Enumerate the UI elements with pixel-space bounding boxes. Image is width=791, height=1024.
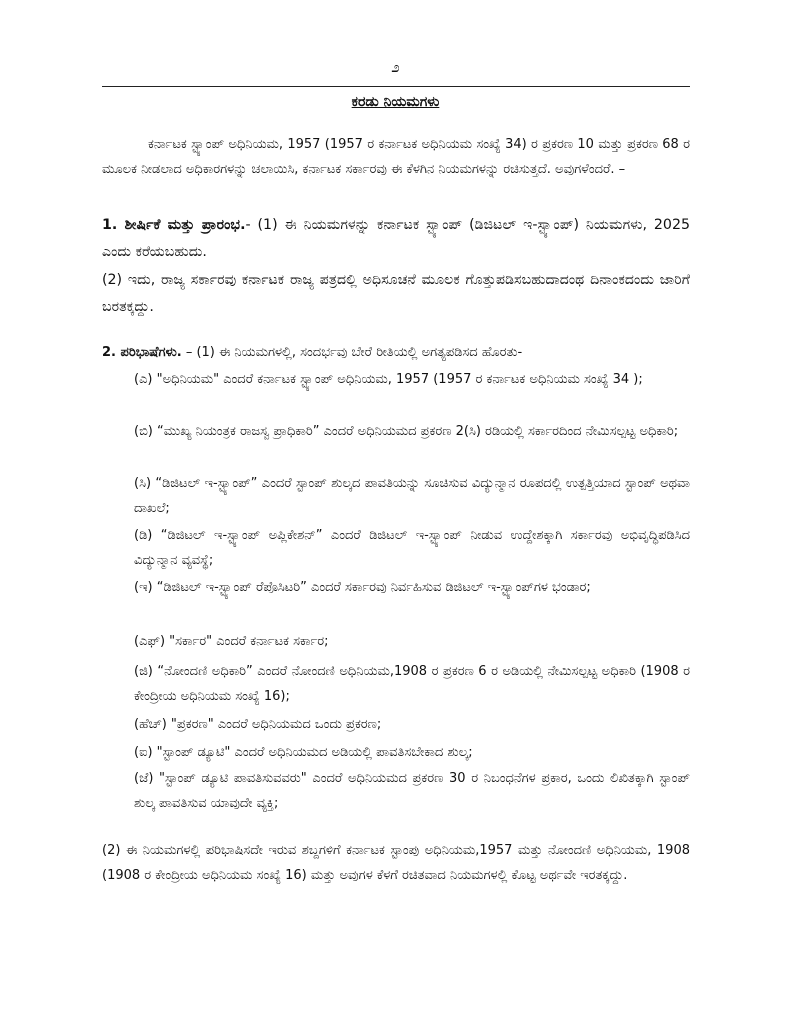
section-2-intro-text: – (1) ಈ ನಿಯಮಗಳಲ್ಲಿ, ಸಂದರ್ಭವು ಬೇರೆ ರೀತಿಯಲ್ಲಿ ಅಗತ್ಯಪಡಿಸದ ಹೊರತು- — [181, 345, 523, 360]
section-1-paragraph — [102, 212, 690, 266]
page-title: ಕರಡು ನಿಯಮಗಳು — [351, 94, 440, 110]
definition-item: (ಎಫ್) "ಸರ್ಕಾರ" ಎಂದರೆ ಕರ್ನಾಟಕ ಸರ್ಕಾರ; — [134, 634, 329, 649]
definition-item: (ಡಿ) “ಡಿಜಿಟಲ್ ಇ-ಸ್ಟ್ಯಾಂಪ್ ಅಪ್ಲಿಕೇಶನ್” ಎಂದರೆ ಡಿಜಿಟಲ್ ಇ-ಸ್ಟ್ಯಾಂಪ್ ನೀಡುವ ಉದ್ದೇಶಕ್ಕಾಗಿ ಸರ್ಕಾರವು ಅಭಿವೃದ್ಧಿಪಡಿಸಿದ ವಿದ್ಯುನ್ಮಾನ ವ್ಯವಸ್ಥೆ; — [134, 528, 690, 568]
definition-item: (ಜೆ) "ಸ್ಟಾಂಪ್ ಡ್ಯೂಟಿ ಪಾವತಿಸುವವರು" ಎಂದರೆ ಅಧಿನಿಯಮದ ಪ್ರಕರಣ 30 ರ ನಿಬಂಧನೆಗಳ ಪ್ರಕಾರ, ಒಂದು ಲಿಖಿತಕ್ಕಾಗಿ ಸ್ಟಾಂಪ್ ಶುಲ್ಕ ಪಾವತಿಸುವ ಯಾವುದೇ ವ್ಯಕ್ತಿ; — [134, 771, 690, 811]
preamble-paragraph: ಕರ್ನಾಟಕ ಸ್ಟ್ಯಾಂಪ್ ಅಧಿನಿಯಮ, 1957 (1957 ರ ಕರ್ನಾಟಕ ಅಧಿನಿಯಮ ಸಂಖ್ಯೆ 34) ರ ಪ್ರಕರಣ 10 ಮತ್ತು ಪ್ರಕರಣ 68 ರ ಮೂಲಕ ನೀಡಲಾದ ಅಧಿಕಾರಗಳನ್ನು ಚಲಾಯಿಸಿ, ಕರ್ನಾಟಕ ಸರ್ಕಾರವು ಈ ಕೆಳಗಿನ ನಿಯಮಗಳನ್ನು ರಚಿಸುತ್ತದೆ. ಅವುಗಳೆಂದರೆ. – — [102, 137, 690, 177]
section-2-heading: 2. ಪರಿಭಾಷೆಗಳು. — [102, 345, 182, 360]
section-2-intro — [102, 340, 690, 365]
section-1-heading: 1. ಶೀರ್ಷಿಕೆ ಮತ್ತು ಪ್ರಾರಂಭ. — [102, 217, 246, 233]
section-1-subclause-2: (2) ಇದು, ರಾಜ್ಯ ಸರ್ಕಾರವು ಕರ್ನಾಟಕ ರಾಜ್ಯ ಪತ್ರದಲ್ಲಿ ಅಧಿಸೂಚನೆ ಮೂಲಕ ಗೊತ್ತುಪಡಿಸಬಹುದಾದಂಥ ದಿನಾಂಕದಂದು ಜಾರಿಗೆ ಬರತಕ್ಕದ್ದು. — [102, 272, 690, 315]
section-2-subclause-2: (2) ಈ ನಿಯಮಗಳಲ್ಲಿ ಪರಿಭಾಷಿಸದೇ ಇರುವ ಶಬ್ದಗಳಿಗೆ ಕರ್ನಾಟಕ ಸ್ಟಾಂಪು ಅಧಿನಿಯಮ,1957 ಮತ್ತು ನೋಂದಣಿ ಅಧಿನಿಯಮ, 1908 (1908 ರ ಕೇಂದ್ರೀಯ ಅಧಿನಿಯಮ ಸಂಖ್ಯೆ 16) ಮತ್ತು ಅವುಗಳ ಕೆಳಗೆ ರಚಿತವಾದ ನಿಯಮಗಳಲ್ಲಿ ಕೊಟ್ಟ ಅರ್ಥವೇ ಇರತಕ್ಕದ್ದು. — [102, 843, 690, 883]
page-number: ೨ — [391, 58, 400, 76]
definition-item: (ಹೆಚ್) "ಪ್ರಕರಣ" ಎಂದರೆ ಅಧಿನಿಯಮದ ಒಂದು ಪ್ರಕರಣ; — [134, 717, 382, 732]
section-1-text: - (1) ಈ ನಿಯಮಗಳನ್ನು ಕರ್ನಾಟಕ ಸ್ಟ್ಯಾಂಪ್ (ಡಿಜಿಟಲ್ ಇ-ಸ್ಟ್ಯಾಂಪ್) ನಿಯಮಗಳು, 2025 ಎಂದು ಕರೆಯಬಹುದು. — [102, 217, 690, 260]
header-rule — [102, 86, 690, 87]
definition-item: (ಐ) "ಸ್ಟಾಂಪ್ ಡ್ಯೂಟಿ" ಎಂದರೆ ಅಧಿನಿಯಮದ ಅಡಿಯಲ್ಲಿ ಪಾವತಿಸಬೇಕಾದ ಶುಲ್ಕ; — [134, 745, 473, 760]
definition-item: (ಬಿ) “ಮುಖ್ಯ ನಿಯಂತ್ರಕ ರಾಜಸ್ವ ಪ್ರಾಧಿಕಾರಿ” ಎಂದರೆ ಅಧಿನಿಯಮದ ಪ್ರಕರಣ 2(ಸಿ) ರಡಿಯಲ್ಲಿ ಸರ್ಕಾರದಿಂದ ನೇಮಿಸಲ್ಪಟ್ಟ ಅಧಿಕಾರಿ; — [134, 424, 679, 439]
definition-item: (ಎ) "ಅಧಿನಿಯಮ" ಎಂದರೆ ಕರ್ನಾಟಕ ಸ್ಟ್ಯಾಂಪ್ ಅಧಿನಿಯಮ, 1957 (1957 ರ ಕರ್ನಾಟಕ ಅಧಿನಿಯಮ ಸಂಖ್ಯೆ 34 ); — [134, 372, 643, 387]
definition-item: (ಜಿ) “ನೋಂದಣಿ ಅಧಿಕಾರಿ” ಎಂದರೆ ನೋಂದಣಿ ಅಧಿನಿಯಮ,1908 ರ ಪ್ರಕರಣ 6 ರ ಅಡಿಯಲ್ಲಿ ನೇಮಿಸಲ್ಪಟ್ಟ ಅಧಿಕಾರಿ (1908 ರ ಕೇಂದ್ರೀಯ ಅಧಿನಿಯಮ ಸಂಖ್ಯೆ 16); — [134, 664, 690, 704]
definition-item: (ಸಿ) “ಡಿಜಿಟಲ್ ಇ-ಸ್ಟ್ಯಾಂಪ್” ಎಂದರೆ ಸ್ಟಾಂಪ್ ಶುಲ್ಕದ ಪಾವತಿಯನ್ನು ಸೂಚಿಸುವ ವಿದ್ಯುನ್ಮಾನ ರೂಪದಲ್ಲಿ ಉತ್ಪತ್ತಿಯಾದ ಸ್ಟಾಂಪ್ ಅಥವಾ ದಾಖಲೆ; — [134, 476, 690, 516]
definition-item: (ಇ) “ಡಿಜಿಟಲ್ ಇ-ಸ್ಟ್ಯಾಂಪ್ ರೆಪೊಸಿಟರಿ” ಎಂದರೆ ಸರ್ಕಾರವು ನಿರ್ವಹಿಸುವ ಡಿಜಿಟಲ್ ಇ-ಸ್ಟ್ಯಾಂಪ್‌ಗಳ ಭಂಡಾರ; — [134, 580, 591, 595]
